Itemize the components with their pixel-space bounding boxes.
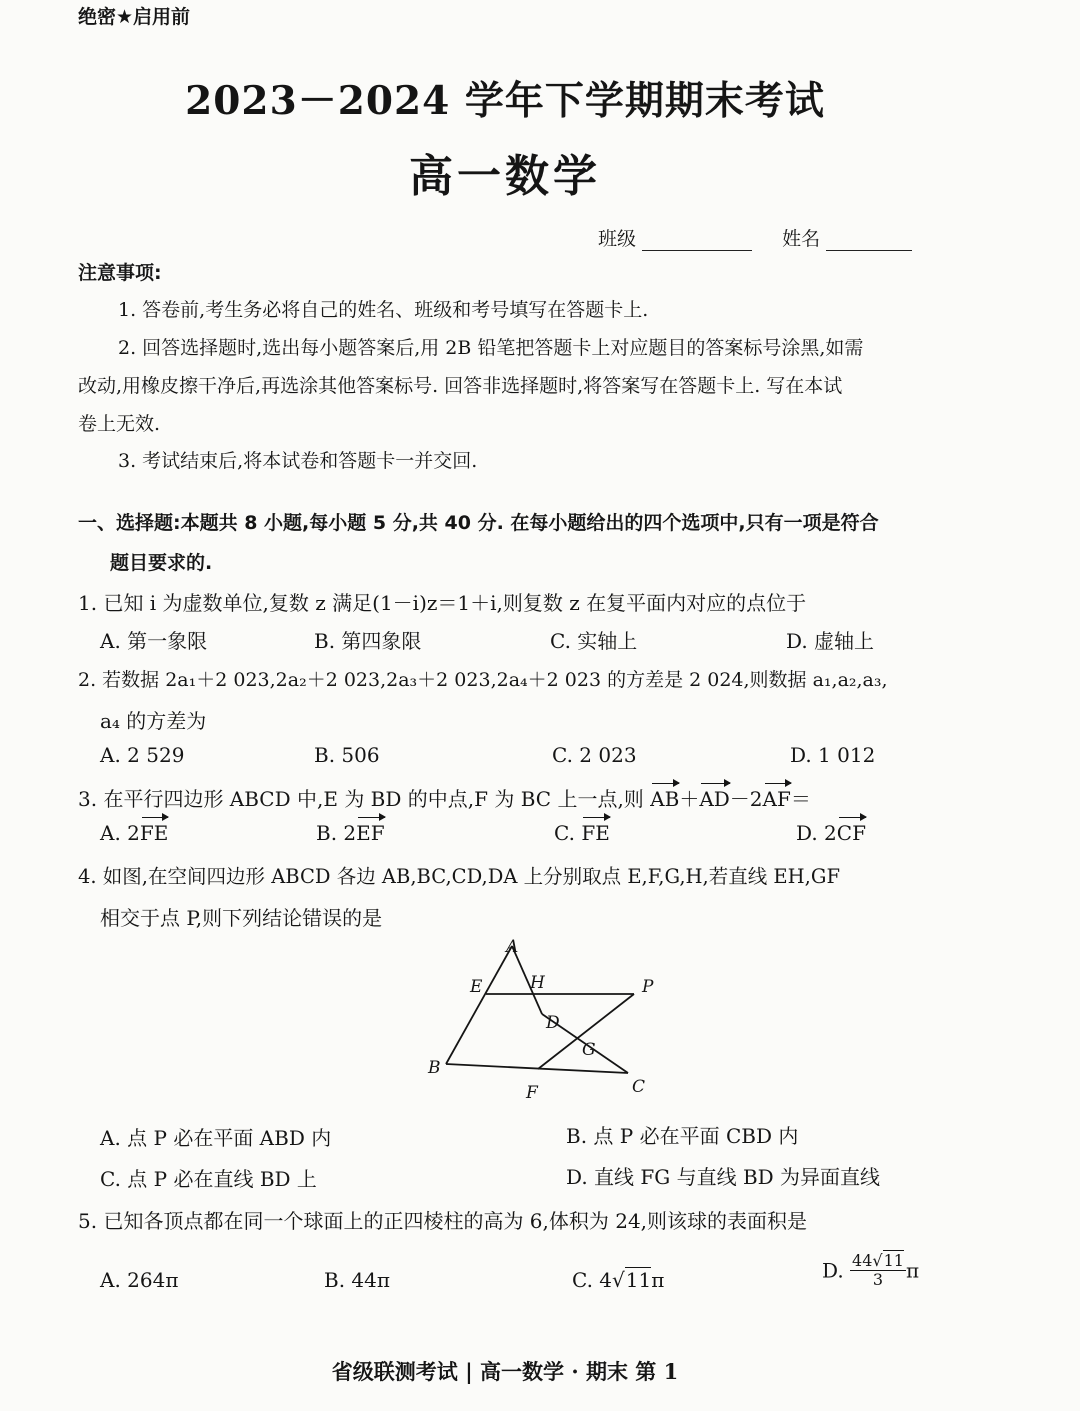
- q1-option-d[interactable]: D. 虚轴上: [786, 629, 875, 653]
- notice-item: 1. 答卷前,考生务必将自己的姓名、班级和考号填写在答题卡上.: [118, 299, 649, 321]
- q4-option-d[interactable]: D. 直线 FG 与直线 BD 为异面直线: [566, 1165, 881, 1189]
- label-a: A: [506, 937, 519, 957]
- notice-item: 卷上无效.: [78, 413, 161, 435]
- vector-fe: FE: [581, 821, 610, 845]
- q3-opt-c-prefix: C.: [554, 821, 582, 845]
- section-heading-cont: 题目要求的.: [110, 552, 213, 574]
- numerator-radicand: 11: [883, 1251, 904, 1270]
- q5-opt-c-pi: π: [651, 1268, 665, 1292]
- vector-ef: EF: [356, 821, 385, 845]
- sqrt-symbol: √: [872, 1251, 883, 1270]
- q3-opt-a-prefix: A. 2: [100, 821, 140, 845]
- notice-item: 改动,用橡皮擦干净后,再选涂其他答案标号. 回答非选择题时,将答案写在答题卡上. 写在本试: [78, 375, 843, 397]
- notice-item: 2. 回答选择题时,选出每小题答案后,用 2B 铅笔把答题卡上对应题目的答案标号涂黑,如需: [118, 337, 864, 359]
- q5-opt-d-prefix: D.: [822, 1258, 851, 1283]
- q5-opt-c-radicand: 11: [625, 1268, 652, 1292]
- q3-minus: －2: [729, 787, 763, 811]
- question-5-stem: 5. 已知各顶点都在同一个球面上的正四棱柱的高为 6,体积为 24,则该球的表面积是: [78, 1209, 808, 1233]
- q5-opt-c-prefix: C. 4: [572, 1268, 613, 1292]
- exam-title: 2023－2024 学年下学期期末考试: [185, 78, 825, 124]
- vector-fe: FE: [139, 821, 169, 845]
- question-2-stem-cont: a₄ 的方差为: [100, 709, 207, 733]
- q3-option-c[interactable]: [554, 821, 610, 845]
- confidential-mark: 绝密★启用前: [78, 6, 191, 28]
- fraction-denominator: 3: [872, 1270, 884, 1289]
- q5-option-d[interactable]: [822, 1252, 919, 1289]
- section-heading: 一、选择题:本题共 8 小题,每小题 5 分,共 40 分. 在每小题给出的四个选项中,只有一项是符合: [78, 512, 879, 534]
- q3-opt-d-prefix: D. 2: [796, 821, 837, 845]
- page-footer: 省级联测考试 | 高一数学 · 期末 第 1: [331, 1359, 679, 1384]
- q1-option-c[interactable]: C. 实轴上: [550, 629, 638, 653]
- question-2-stem: 2. 若数据 2a₁＋2 023,2a₂＋2 023,2a₃＋2 023,2a₄＋2 023 的方差是 2 024,则数据 a₁,a₂,a₃,: [78, 669, 888, 691]
- edge-bc: [446, 1064, 628, 1073]
- notice-heading: 注意事项:: [78, 262, 162, 284]
- vector-ab: AB: [650, 787, 680, 811]
- label-b: B: [428, 1058, 441, 1078]
- q5-opt-d-fraction: [850, 1252, 906, 1289]
- label-h: H: [530, 973, 545, 993]
- label-p: P: [642, 977, 654, 997]
- question-1-stem: 1. 已知 i 为虚数单位,复数 z 满足(1－i)z＝1＋i,则复数 z 在复平面内对应的点位于: [78, 591, 807, 615]
- q3-equals: ＝: [790, 787, 811, 811]
- q3-option-b[interactable]: [316, 821, 385, 845]
- question-3-stem: [78, 783, 811, 812]
- q3-option-d[interactable]: [796, 821, 866, 845]
- q5-opt-d-pi: π: [905, 1258, 920, 1283]
- q1-option-a[interactable]: A. 第一象限: [100, 629, 208, 653]
- label-d: D: [546, 1013, 560, 1033]
- q5-option-a[interactable]: A. 264π: [100, 1268, 179, 1292]
- q2-option-c[interactable]: C. 2 023: [552, 743, 637, 767]
- q2-option-a[interactable]: A. 2 529: [100, 743, 185, 767]
- q5-option-c[interactable]: [572, 1268, 664, 1292]
- question-4-stem-cont: 相交于点 P,则下列结论错误的是: [100, 906, 383, 930]
- q3-plus: ＋: [679, 787, 700, 811]
- space-quadrilateral-figure: [420, 930, 680, 1110]
- q2-option-b[interactable]: B. 506: [314, 743, 380, 767]
- q3-opt-b-prefix: B. 2: [316, 821, 357, 845]
- vector-ad: AD: [699, 787, 730, 811]
- question-4-stem: 4. 如图,在空间四边形 ABCD 各边 AB,BC,CD,DA 上分别取点 E,F,G,H,若直线 EH,GF: [78, 865, 840, 888]
- vector-cf: CF: [836, 821, 866, 845]
- edge-ab: [446, 946, 512, 1064]
- q3-option-a[interactable]: [100, 821, 168, 845]
- q4-option-c[interactable]: C. 点 P 必在直线 BD 上: [100, 1167, 317, 1191]
- q5-option-b[interactable]: B. 44π: [324, 1268, 391, 1292]
- exam-subject: 高一数学: [409, 151, 601, 202]
- sqrt-symbol: √: [612, 1268, 625, 1292]
- vector-af: AF: [762, 787, 791, 811]
- q4-option-a[interactable]: A. 点 P 必在平面 ABD 内: [100, 1126, 332, 1150]
- label-e: E: [470, 977, 483, 997]
- student-info-fields: [598, 224, 912, 251]
- class-blank[interactable]: [642, 232, 752, 251]
- numerator-coef: 44: [852, 1251, 873, 1270]
- label-f: F: [526, 1083, 538, 1103]
- q1-option-b[interactable]: B. 第四象限: [314, 629, 422, 653]
- fraction-numerator: [850, 1252, 906, 1271]
- label-c: C: [632, 1077, 646, 1097]
- class-label: 班级: [598, 228, 637, 250]
- q2-option-d[interactable]: D. 1 012: [790, 743, 876, 767]
- label-g: G: [582, 1040, 596, 1060]
- name-blank[interactable]: [826, 232, 912, 251]
- q4-option-b[interactable]: B. 点 P 必在平面 CBD 内: [566, 1124, 799, 1148]
- notice-item: 3. 考试结束后,将本试卷和答题卡一并交回.: [118, 450, 478, 472]
- q3-stem-text: 3. 在平行四边形 ABCD 中,E 为 BD 的中点,F 为 BC 上一点,则: [78, 787, 651, 811]
- name-label: 姓名: [782, 228, 821, 250]
